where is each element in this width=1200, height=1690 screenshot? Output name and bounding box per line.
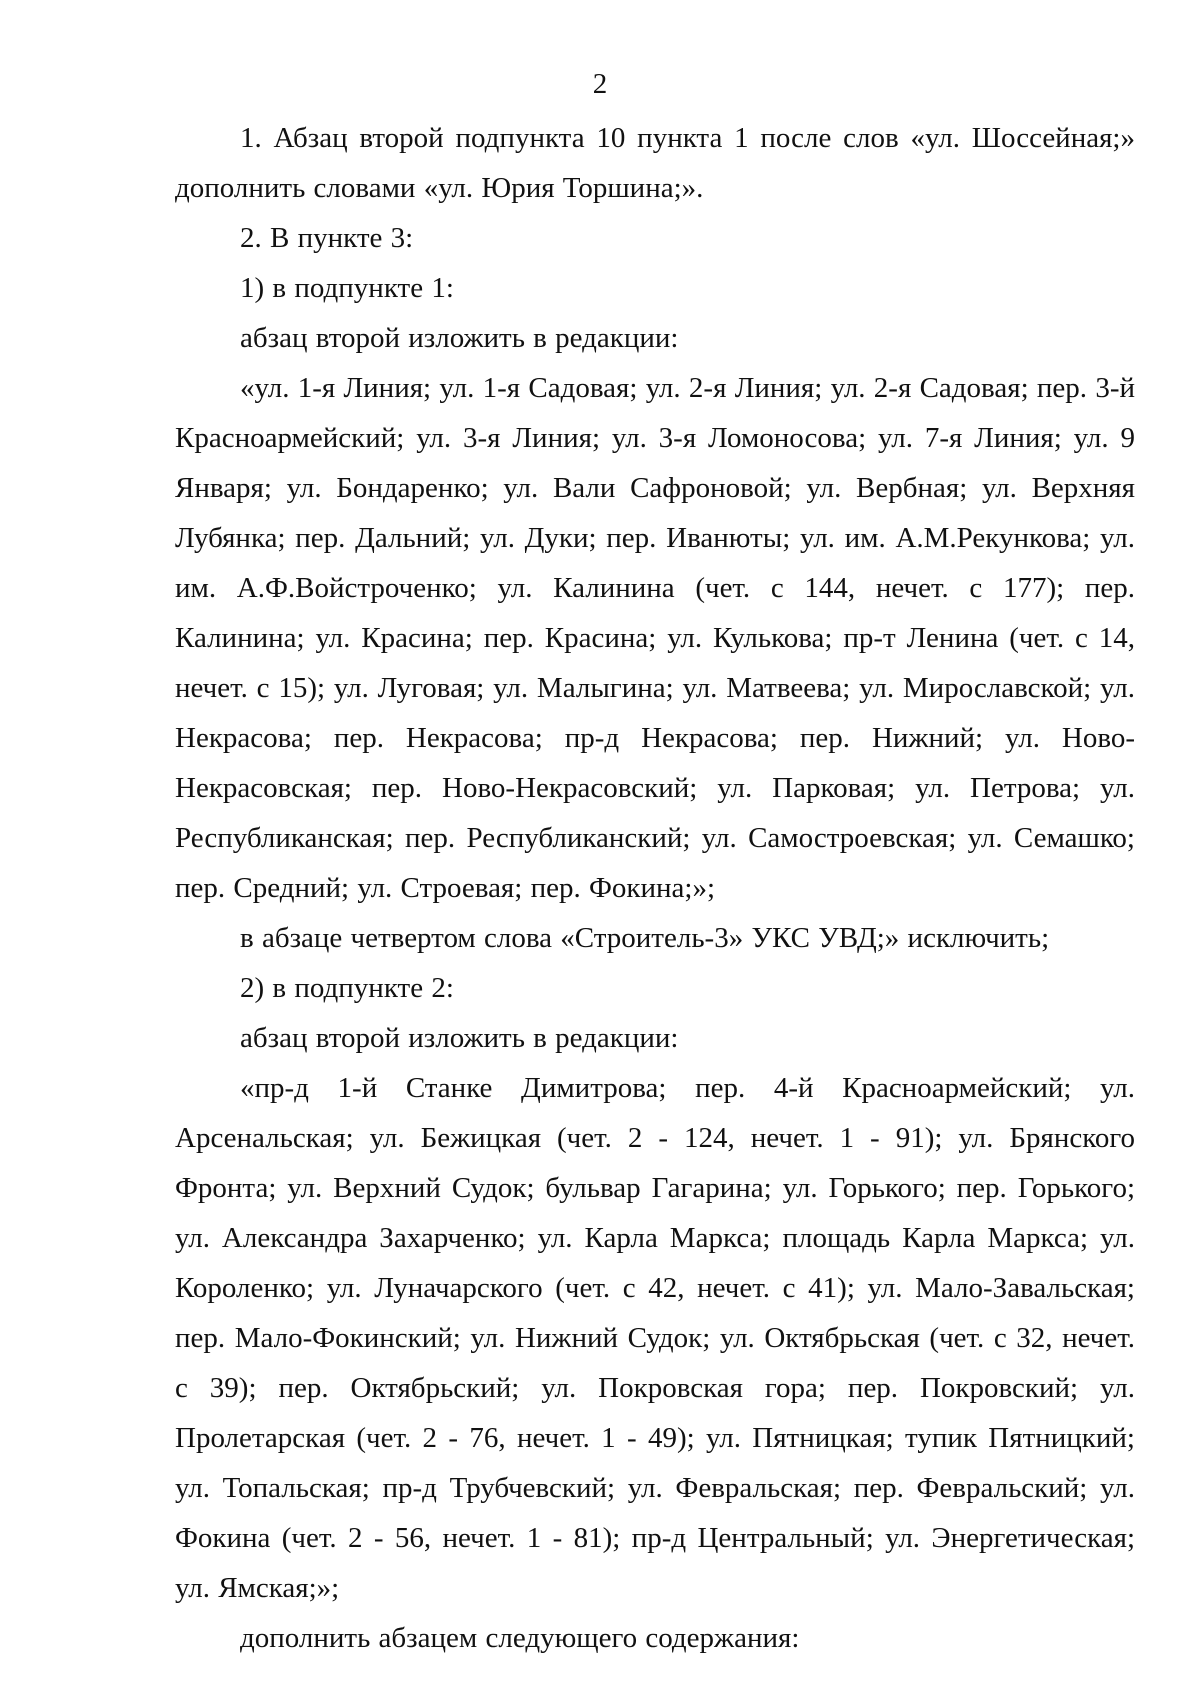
paragraph-subitem-1-heading: 1) в подпункте 1: xyxy=(240,272,454,304)
paragraph-subitem-2-heading: 2) в подпункте 2: xyxy=(240,972,454,1004)
paragraph-instruction-2: абзац второй изложить в редакции: xyxy=(240,1022,679,1054)
paragraph-addition: дополнить абзацем следующего содержания: xyxy=(240,1622,800,1654)
paragraph-instruction-1: абзац второй изложить в редакции: xyxy=(240,322,679,354)
document-body xyxy=(175,113,1135,1663)
paragraph-street-list-1: «ул. 1-я Линия; ул. 1-я Садовая; ул. 2-я Линия; ул. 2-я Садовая; пер. 3-й Красноармейский; ул. 3-я Линия; ул. 3-я Ломоносова; ул. 7-я Линия; ул. 9 Января; ул. Бондаренко; ул. Вали Сафроновой; ул. Вербная; ул. Верхняя Лубянка; пер. Дальний; ул. Дуки; пер. Иванюты; ул. им. А.М.Рекункова; ул. им. А.Ф.Войстроченко; ул. Калинина (чет. с 144, нечет. с 177); пер. Калинина; ул. Красина; пер. Красина; ул. Кулькова; пр-т Ленина (чет. с 14, нечет. с 15); ул. Луговая; ул. Малыгина; ул. Матвеева; ул. Мирославской; ул. Некрасова; пер. Некрасова; пр-д Некрасова; пер. Нижний; ул. Ново-Некрасовская; пер. Ново-Некрасовский; ул. Парковая; ул. Петрова; ул. Республиканская; пер. Республиканский; ул. Самостроевская; ул. Семашко; пер. Средний; ул. Строевая; пер. Фокина;»; xyxy=(175,372,1135,904)
paragraph-item-1-amendment: 1. Абзац второй подпункта 10 пункта 1 после слов «ул. Шоссейная;» дополнить словами «ул. Юрия Торшина;». xyxy=(175,122,1135,204)
paragraph-item-2-heading: 2. В пункте 3: xyxy=(240,222,414,254)
paragraph-exclusion: в абзаце четвертом слова «Строитель-3» УКС УВД;» исключить; xyxy=(240,922,1050,954)
page-number: 2 xyxy=(592,68,608,100)
paragraph-street-list-2: «пр-д 1-й Станке Димитрова; пер. 4-й Красноармейский; ул. Арсенальская; ул. Бежицкая (чет. 2 - 124, нечет. 1 - 91); ул. Брянского Фронта; ул. Верхний Судок; бульвар Гагарина; ул. Горького; пер. Горького; ул. Александра Захарченко; ул. Карла Маркса; площадь Карла Маркса; ул. Короленко; ул. Луначарского (чет. с 42, нечет. с 41); ул. Мало-Завальская; пер. Мало-Фокинский; ул. Нижний Судок; ул. Октябрьская (чет. с 32, нечет. с 39); пер. Октябрьский; ул. Покровская гора; пер. Покровский; ул. Пролетарская (чет. 2 - 76, нечет. 1 - 49); ул. Пятницкая; тупик Пятницкий; ул. Топальская; пр-д Трубчевский; ул. Февральская; пер. Февральский; ул. Фокина (чет. 2 - 56, нечет. 1 - 81); пр-д Центральный; ул. Энергетическая; ул. Ямская;»; xyxy=(175,1072,1135,1604)
